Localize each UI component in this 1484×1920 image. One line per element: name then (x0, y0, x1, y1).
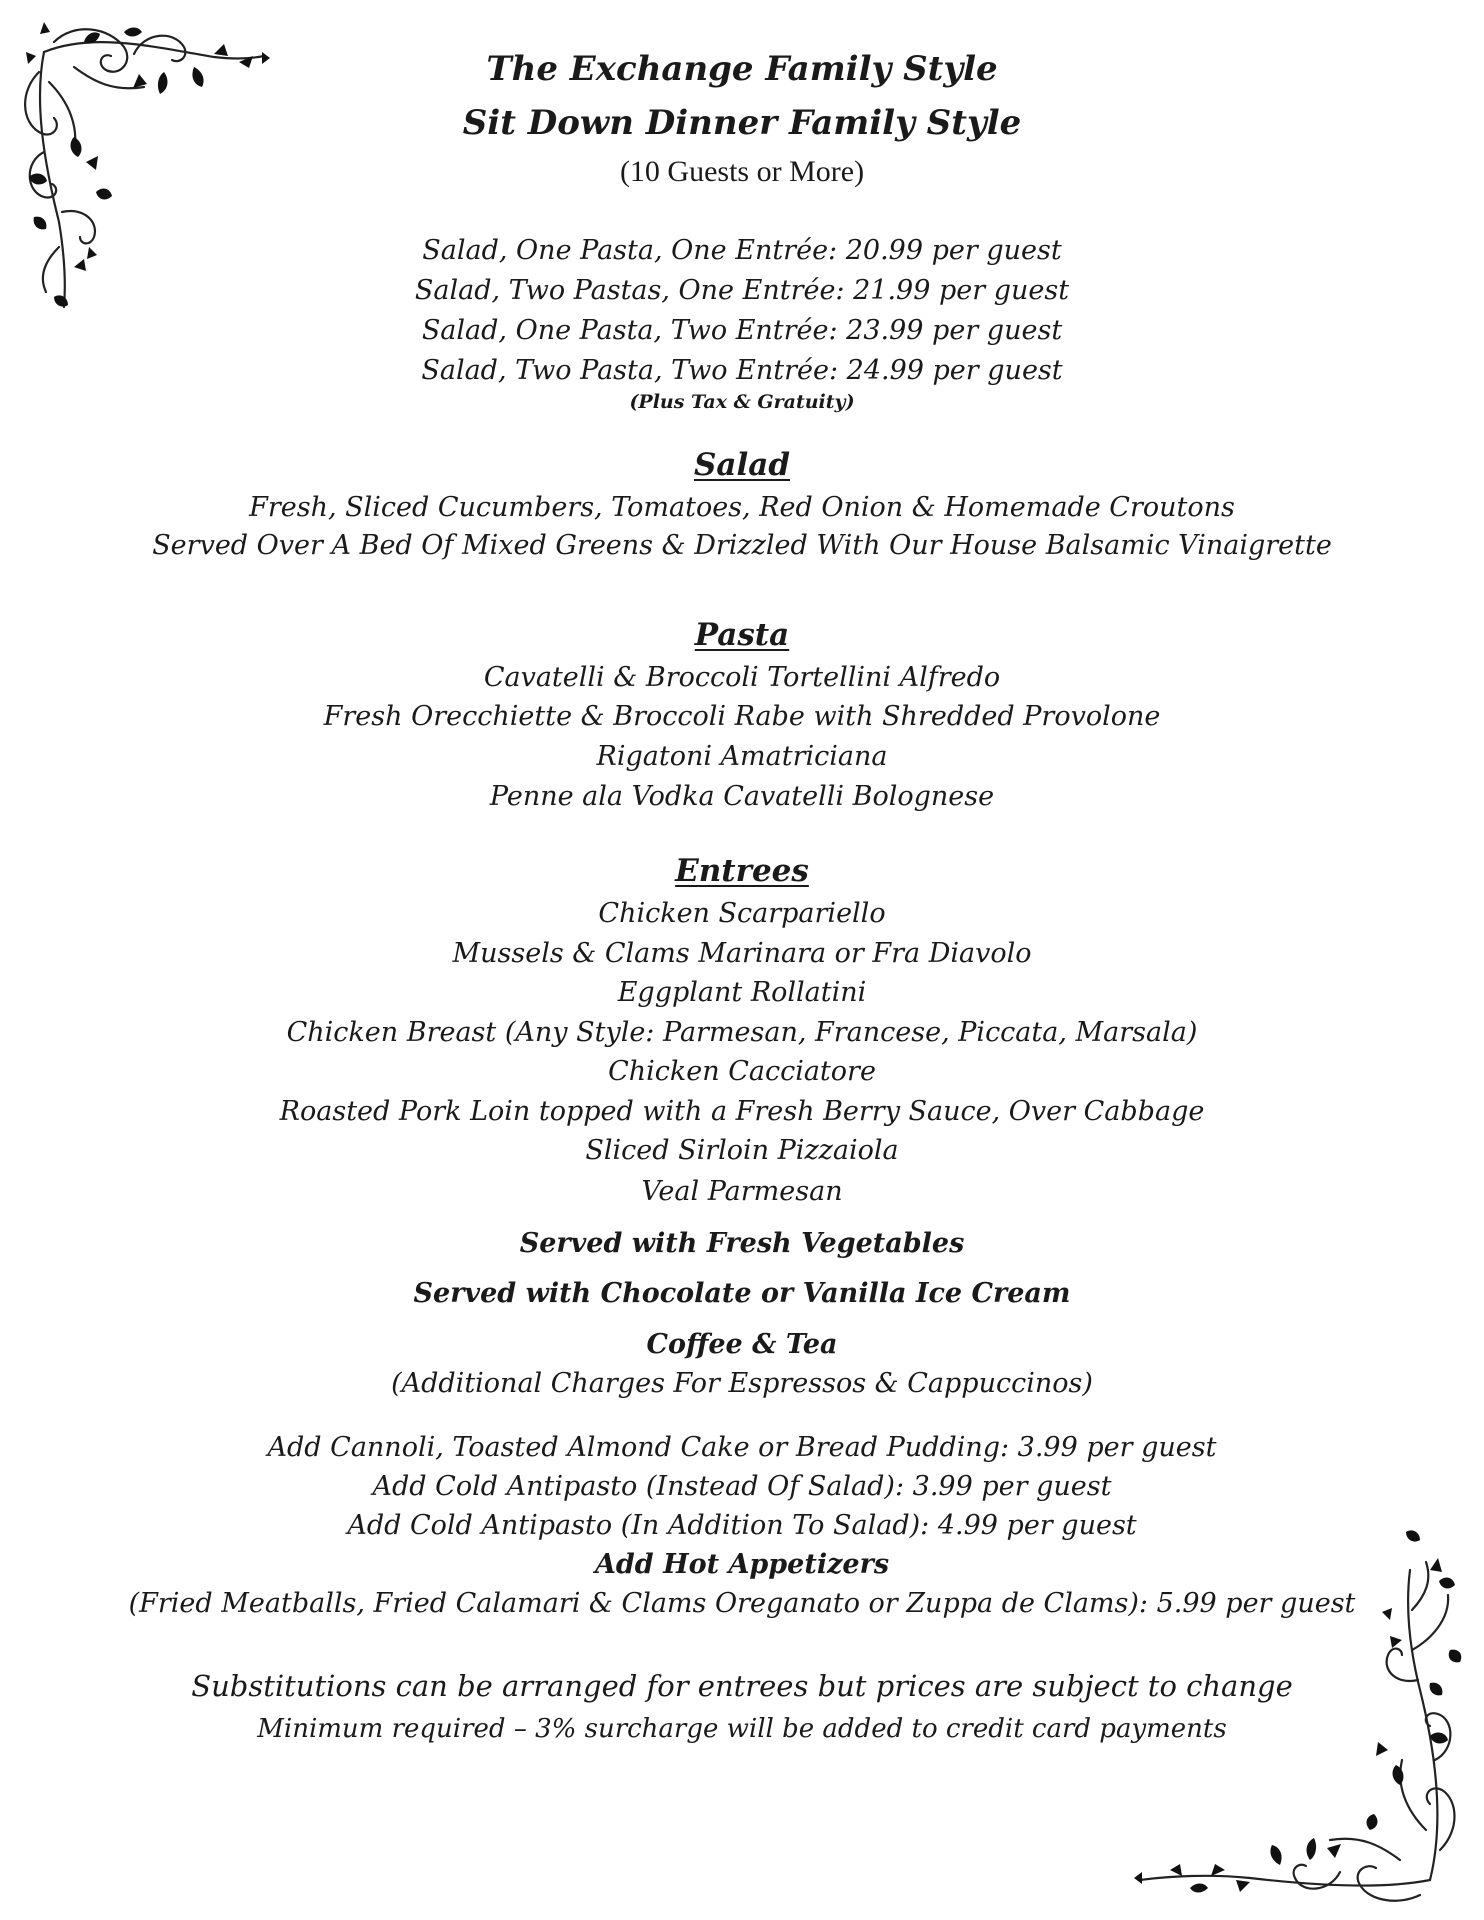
entree-item: Chicken Cacciatore (608, 1056, 876, 1087)
pasta-item: Penne ala Vodka Cavatelli Bolognese (489, 781, 995, 812)
entree-item: Sliced Sirloin Pizzaiola (585, 1135, 899, 1166)
addon-line: Add Cold Antipasto (In Addition To Salad): 4.99 per guest (347, 1510, 1137, 1541)
pasta-item: Rigatoni Amatriciana (596, 741, 888, 772)
guest-requirement: (10 Guests or More) (619, 155, 865, 188)
salad-heading: Salad (693, 447, 790, 483)
entree-item: Mussels & Clams Marinara or Fra Diavolo (452, 938, 1032, 969)
entree-item: Veal Parmesan (641, 1176, 843, 1207)
price-option: Salad, One Pasta, One Entrée: 20.99 per guest (422, 235, 1062, 266)
vegetables-note: Served with Fresh Vegetables (519, 1228, 965, 1259)
salad-description: Served Over A Bed Of Mixed Greens & Drizzled With Our House Balsamic Vinaigrette (152, 530, 1332, 561)
entree-item: Roasted Pork Loin topped with a Fresh Berry Sauce, Over Cabbage (279, 1096, 1205, 1127)
hot-appetizers-line: (Fried Meatballs, Fried Calamari & Clams Oreganato or Zuppa de Clams): 5.99 per guest (128, 1588, 1356, 1619)
tax-gratuity-note: (Plus Tax & Gratuity) (629, 391, 855, 413)
price-option: Salad, One Pasta, Two Entrée: 23.99 per guest (421, 315, 1063, 346)
hot-appetizers-heading: Add Hot Appetizers (594, 1549, 890, 1580)
surcharge-note: Minimum required – 3% surcharge will be added to credit card payments (257, 1714, 1227, 1744)
addon-line: Add Cannoli, Toasted Almond Cake or Bread Pudding: 3.99 per guest (267, 1432, 1217, 1463)
pasta-heading: Pasta (694, 617, 790, 653)
coffee-tea-heading: Coffee & Tea (646, 1329, 838, 1360)
addon-line: Add Cold Antipasto (Instead Of Salad): 3.99 per guest (372, 1471, 1112, 1502)
salad-description: Fresh, Sliced Cucumbers, Tomatoes, Red Onion & Homemade Croutons (249, 492, 1235, 523)
entrees-heading: Entrees (675, 853, 809, 889)
pasta-item: Fresh Orecchiette & Broccoli Rabe with Shredded Provolone (323, 701, 1161, 732)
entree-item: Chicken Breast (Any Style: Parmesan, Francese, Piccata, Marsala) (286, 1017, 1198, 1048)
entree-item: Chicken Scarpariello (598, 898, 886, 929)
pasta-item: Cavatelli & Broccoli Tortellini Alfredo (483, 662, 1001, 693)
coffee-additional-note: (Additional Charges For Espressos & Cappuccinos) (391, 1368, 1093, 1399)
substitutions-note: Substitutions can be arranged for entrees but prices are subject to change (191, 1669, 1293, 1703)
dessert-note: Served with Chocolate or Vanilla Ice Cream (413, 1278, 1071, 1309)
price-option: Salad, Two Pastas, One Entrée: 21.99 per guest (414, 275, 1070, 306)
menu-title: The Exchange Family Style (486, 49, 998, 89)
menu-subtitle: Sit Down Dinner Family Style (462, 103, 1022, 143)
entree-item: Eggplant Rollatini (617, 977, 867, 1008)
price-option: Salad, Two Pasta, Two Entrée: 24.99 per guest (421, 355, 1063, 386)
